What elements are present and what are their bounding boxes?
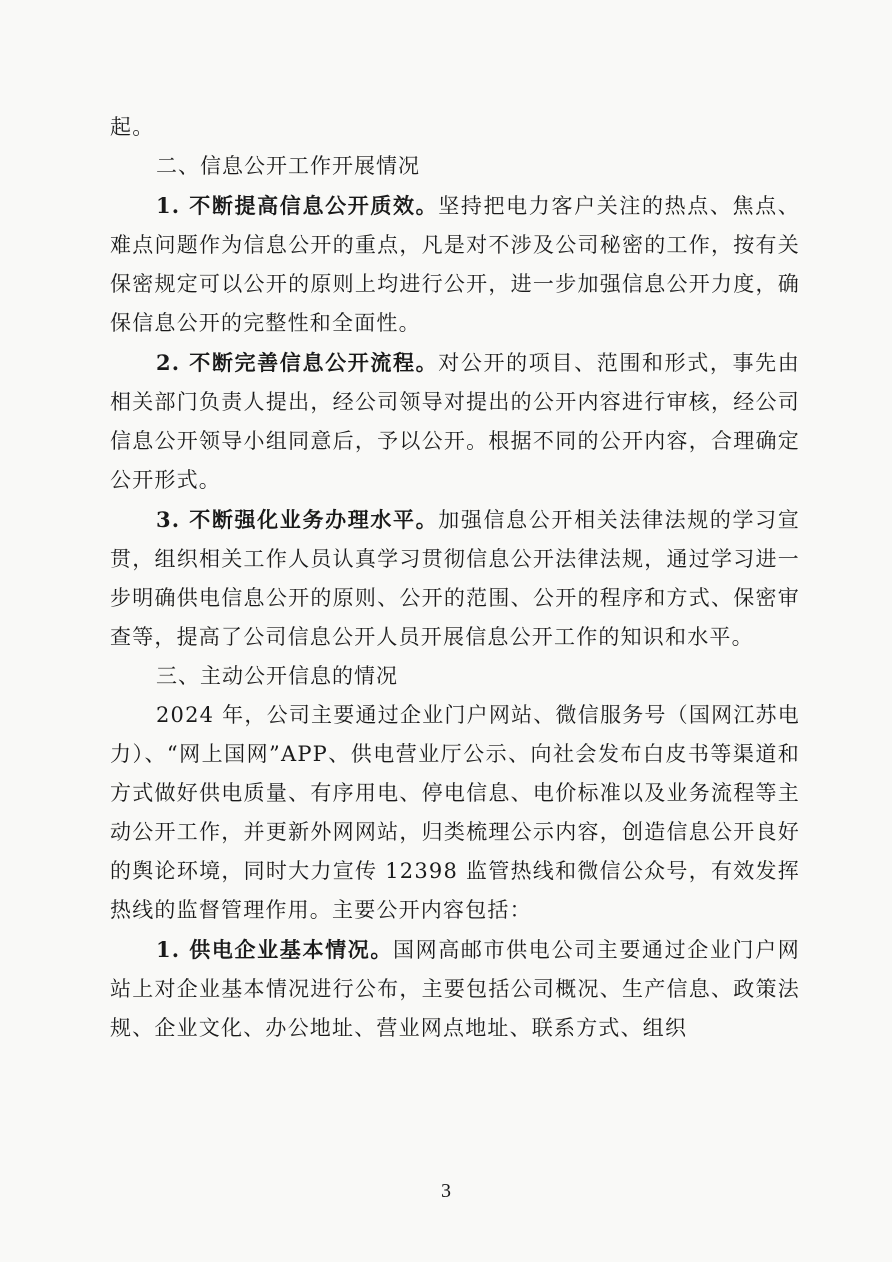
page-number: 3 bbox=[441, 1180, 451, 1202]
paragraph-item-2-1 bbox=[110, 186, 800, 343]
section-heading-2: 二、信息公开工作开展情况 bbox=[156, 154, 420, 178]
document-body bbox=[110, 108, 800, 1048]
item-body: 国网高邮市供电公司主要通过企业门户网站上对企业基本情况进行公布，主要包括公司概况、生产信息、政策法规、企业文化、办公地址、营业网点地址、联系方式、组织 bbox=[110, 938, 800, 1040]
item-body: 对公开的项目、范围和形式，事先由相关部门负责人提出，经公司领导对提出的公开内容进行审核，经公司信息公开领导小组同意后，予以公开。根据不同的公开内容，合理确定公开形式。 bbox=[110, 351, 800, 492]
item-body: 加强信息公开相关法律法规的学习宣贯，组织相关工作人员认真学习贯彻信息公开法律法规，通过学习进一步明确供电信息公开的原则、公开的范围、公开的程序和方式、保密审查等，提高了公司信息公开人员开展信息公开工作的知识和水平。 bbox=[110, 508, 800, 649]
item-lead: 1. 不断提高信息公开质效。 bbox=[156, 193, 439, 218]
item-body: 坚持把电力客户关注的热点、焦点、难点问题作为信息公开的重点，凡是对不涉及公司秘密的工作，按有关保密规定可以公开的原则上均进行公开，进一步加强信息公开力度，确保信息公开的完整性和全面性。 bbox=[110, 194, 800, 335]
paragraph-section-3: 2024 年，公司主要通过企业门户网站、微信服务号（国网江苏电力）、“网上国网”APP、供电营业厅公示、向社会发布白皮书等渠道和方式做好供电质量、有序用电、停电信息、电价标准以及业务流程等主动公开工作，并更新外网网站，归类梳理公示内容，创造信息公开良好的舆论环境，同时大力宣传 12398 监管热线和微信公众号，有效发挥热线的监督管理作用。主要公开内容包括： bbox=[110, 703, 800, 922]
item-lead: 2. 不断完善信息公开流程。 bbox=[156, 350, 439, 375]
paragraph-item-2-2 bbox=[110, 343, 800, 500]
continuation-text: 起。 bbox=[110, 115, 155, 139]
item-lead: 3. 不断强化业务办理水平。 bbox=[156, 507, 439, 532]
paragraph-item-3-1 bbox=[110, 930, 800, 1048]
item-lead: 1. 供电企业基本情况。 bbox=[156, 937, 393, 962]
section-heading-3: 三、主动公开信息的情况 bbox=[156, 664, 398, 688]
paragraph-item-2-3 bbox=[110, 500, 800, 657]
